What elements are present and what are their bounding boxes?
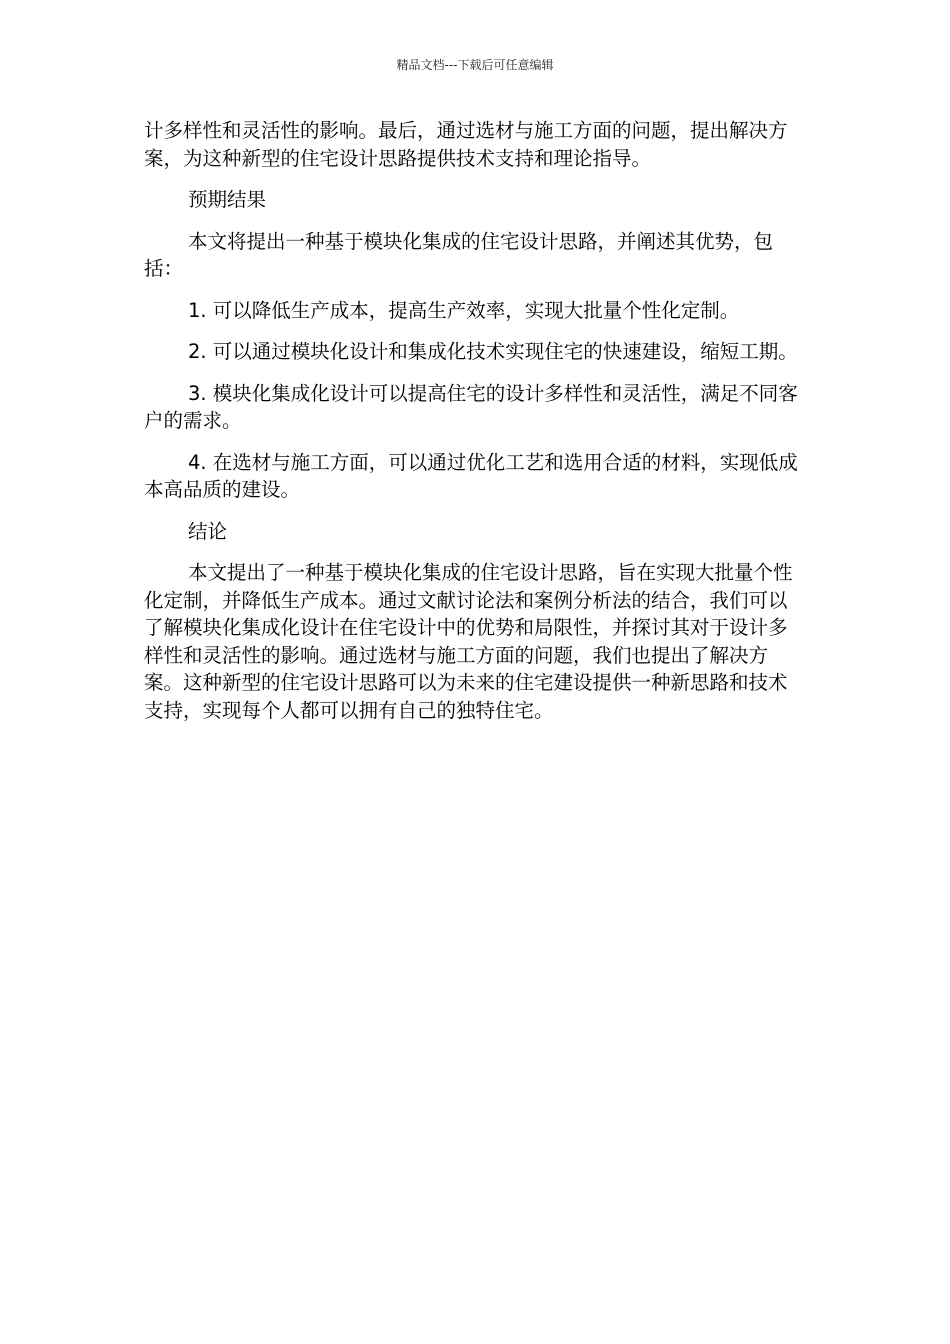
conclusion-paragraph: 本文提出了一种基于模块化集成的住宅设计思路，旨在实现大批量个性化定制，并降低生产成本。通过文献讨论法和案例分析法的结合，我们可以了解模块化集成化设计在住宅设计中的优势和局限性，并探讨其对于设计多样性和灵活性的影响。通过选材与施工方面的问题，我们也提出了解决方案。这种新型的住宅设计思路可以为未来的住宅建设提供一种新思路和技术支持，实现每个人都可以拥有自己的独特住宅。 xyxy=(144,561,793,722)
list-item: 4. 在选材与施工方面，可以通过优化工艺和选用合适的材料，实现低成本高品质的建设。 xyxy=(144,450,798,501)
list-item: 1. 可以降低生产成本，提高生产效率，实现大批量个性化定制。 xyxy=(188,298,740,322)
continuation-paragraph: 计多样性和灵活性的影响。最后，通过选材与施工方面的问题，提出解决方案，为这种新型的住宅设计思路提供技术支持和理论指导。 xyxy=(144,119,788,170)
section-heading-expected-results: 预期结果 xyxy=(188,188,267,211)
list-item: 3. 模块化集成化设计可以提高住宅的设计多样性和灵活性，满足不同客户的需求。 xyxy=(144,381,798,432)
running-header: 精品文档---下载后可任意编辑 xyxy=(396,58,554,72)
document-body xyxy=(144,117,800,738)
section-heading-conclusion: 结论 xyxy=(188,519,228,543)
list-item: 2. 可以通过模块化设计和集成化技术实现住宅的快速建设，缩短工期。 xyxy=(188,340,798,363)
expected-results-intro: 本文将提出一种基于模块化集成的住宅设计思路，并阐述其优势，包括： xyxy=(144,229,774,280)
